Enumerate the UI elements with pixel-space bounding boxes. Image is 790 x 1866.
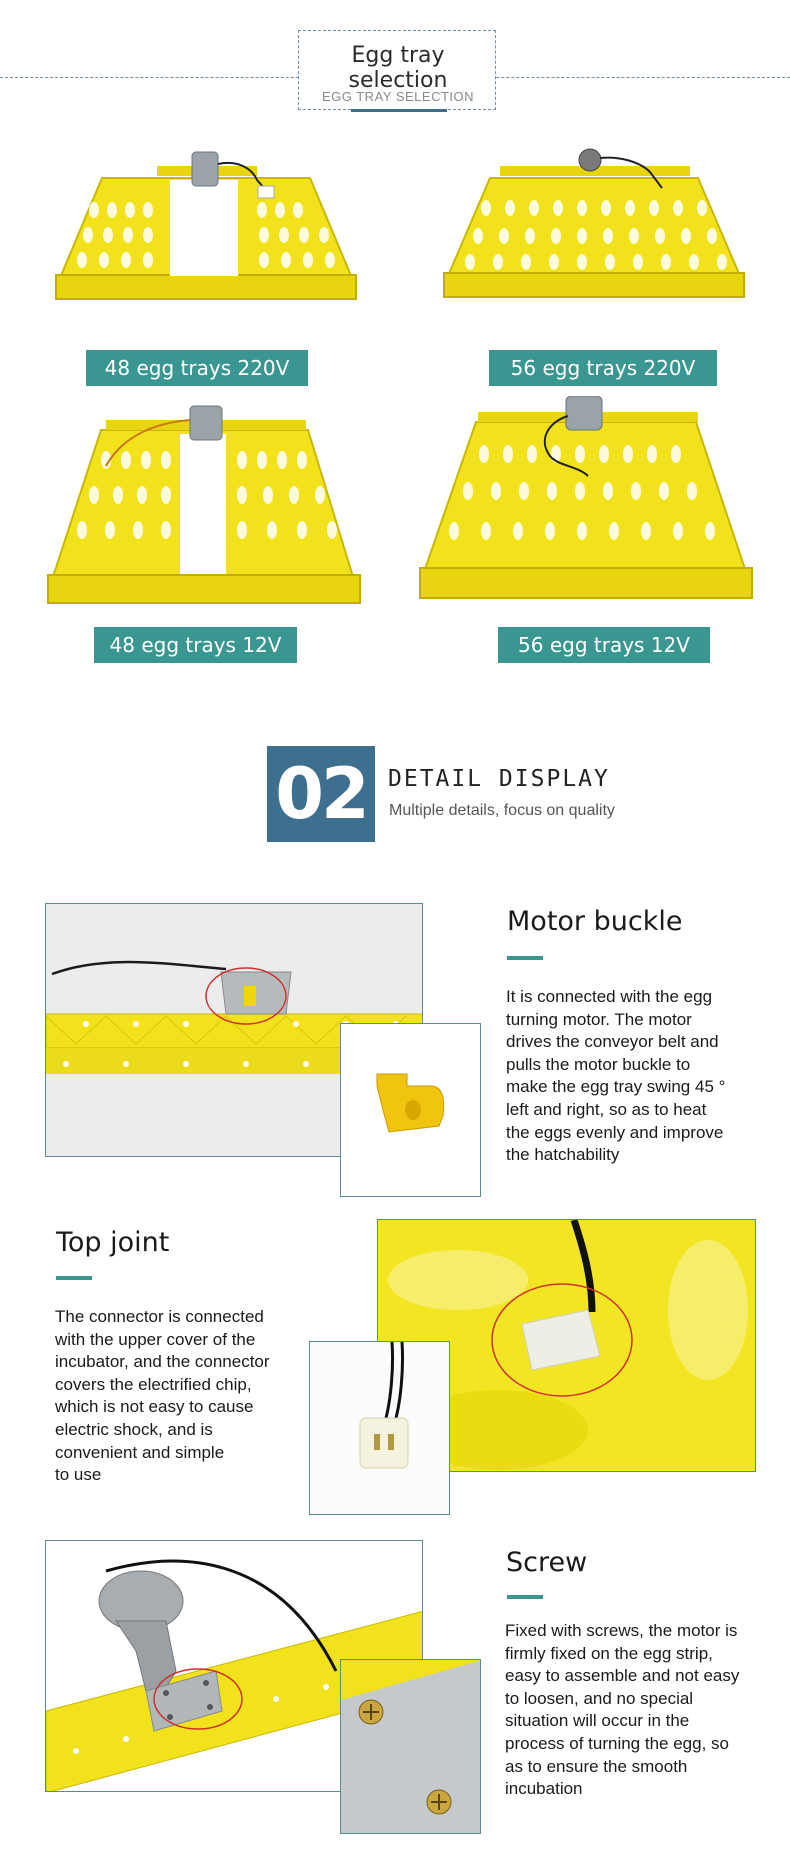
tray-label: 48 egg trays 12V xyxy=(94,627,297,663)
section-number: 02 xyxy=(267,746,375,842)
tray-image-56-220v xyxy=(440,148,748,333)
subtitle-underline xyxy=(351,109,447,112)
feature-title-motor-buckle: Motor buckle xyxy=(507,906,683,937)
feature-line: The connector is connected xyxy=(55,1307,264,1326)
tray-image-48-220v xyxy=(52,150,360,335)
tray-label: 56 egg trays 220V xyxy=(489,350,717,386)
feature-line: process of turning the egg, so xyxy=(505,1733,729,1753)
page-title: Egg tray selection xyxy=(348,43,448,93)
feature-line: make the egg tray swing 45 ° xyxy=(506,1077,726,1097)
tray-label: 56 egg trays 12V xyxy=(498,627,710,663)
feature-line: Fixed with screws, the motor is xyxy=(505,1621,738,1640)
feature-line: to use xyxy=(55,1465,102,1485)
feature-line: turning motor. The motor xyxy=(506,1009,692,1029)
feature-line: with the upper cover of the xyxy=(55,1329,256,1349)
feature-line: incubator, and the connector xyxy=(55,1352,270,1372)
feature-line: as to ensure the smooth xyxy=(505,1756,688,1776)
feature-line: incubation xyxy=(505,1779,583,1799)
section-title: DETAIL DISPLAY xyxy=(388,766,610,792)
page-subtitle: EGG TRAY SELECTION xyxy=(321,89,475,104)
feature-line: the eggs evenly and improve xyxy=(506,1122,724,1142)
feature-line: which is not easy to cause xyxy=(55,1397,254,1417)
feature-title-top-joint: Top joint xyxy=(56,1227,170,1258)
feature-text-screw xyxy=(505,1620,785,1801)
feature-line: It is connected with the egg xyxy=(506,987,713,1006)
feature-line: firmly fixed on the egg strip, xyxy=(505,1643,713,1663)
section-subtitle: Multiple details, focus on quality xyxy=(389,802,615,819)
motor-buckle-closeup xyxy=(340,1023,481,1197)
feature-line: electric shock, and is xyxy=(55,1419,213,1439)
feature-line: convenient and simple xyxy=(55,1442,225,1462)
feature-line: drives the conveyor belt and xyxy=(506,1032,719,1052)
feature-accent-bar xyxy=(507,1595,543,1599)
feature-line: pulls the motor buckle to xyxy=(506,1054,691,1074)
feature-text-motor-buckle xyxy=(506,986,776,1167)
feature-line: covers the electrified chip, xyxy=(55,1374,252,1394)
feature-line: the hatchability xyxy=(506,1145,620,1165)
feature-accent-bar xyxy=(56,1276,92,1280)
header-box xyxy=(298,30,496,110)
feature-line: left and right, so as to heat xyxy=(506,1099,707,1119)
feature-line: easy to assemble and not easy xyxy=(505,1666,740,1686)
tray-image-48-12v xyxy=(46,400,362,610)
tray-image-56-12v xyxy=(418,396,754,606)
feature-line: to loosen, and no special xyxy=(505,1688,694,1708)
feature-accent-bar xyxy=(507,956,543,960)
feature-text-top-joint xyxy=(55,1306,325,1487)
top-joint-closeup xyxy=(309,1341,450,1515)
tray-label: 48 egg trays 220V xyxy=(86,350,308,386)
screw-closeup xyxy=(340,1659,481,1834)
feature-line: situation will occur in the xyxy=(505,1711,690,1731)
feature-title-screw: Screw xyxy=(506,1547,588,1578)
